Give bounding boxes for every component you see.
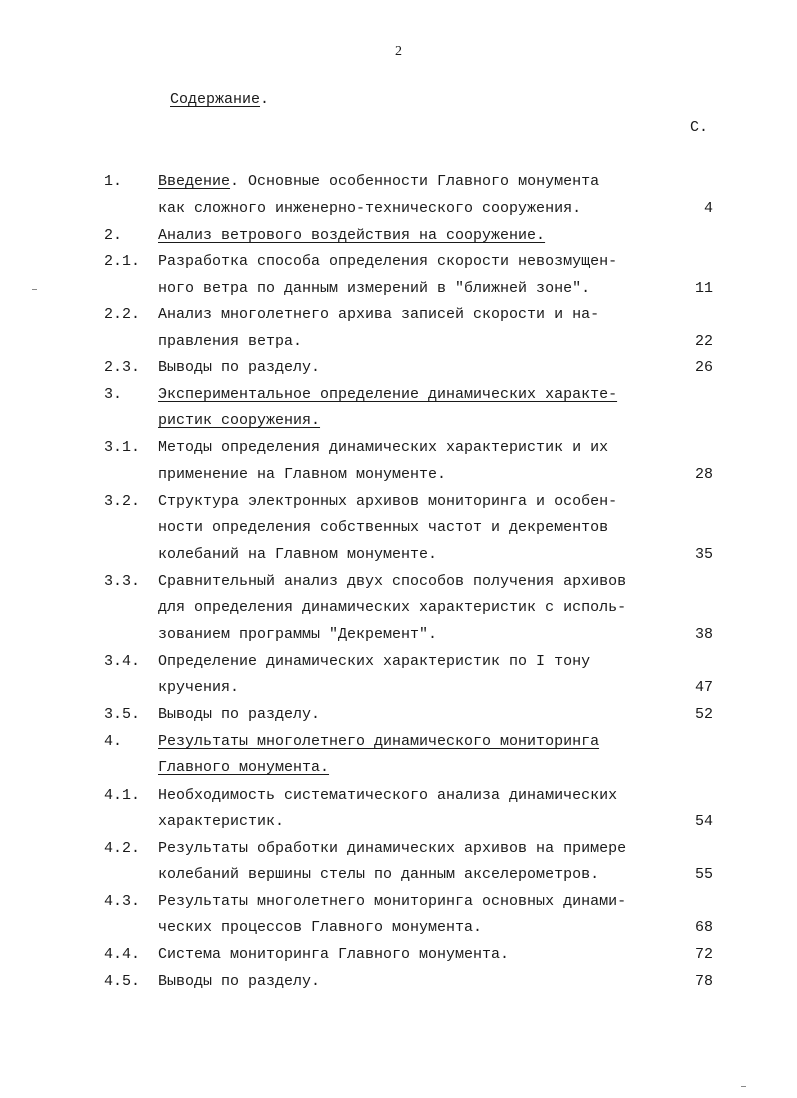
toc-line-body: ческих процессов Главного монумента. bbox=[158, 919, 483, 936]
toc-line bbox=[0, 971, 797, 993]
toc-line-text bbox=[158, 517, 608, 539]
toc-line-body: применение на Главном монументе. bbox=[158, 466, 447, 483]
toc-line-page: 35 bbox=[694, 546, 713, 563]
toc-line bbox=[0, 278, 797, 300]
toc-line-number: 3.3. bbox=[104, 573, 141, 590]
page-column-header: С. bbox=[690, 119, 709, 136]
toc-line-heading: Анализ ветрового воздействия на сооружение. bbox=[158, 227, 546, 244]
toc-line-number: 2.2. bbox=[104, 306, 141, 323]
toc-line-number: 2.1. bbox=[104, 253, 141, 270]
toc-line-body: Результаты обработки динамических архивов на примере bbox=[158, 840, 627, 857]
toc-line-number: 3. bbox=[104, 386, 123, 403]
toc-line-number: 3.1. bbox=[104, 439, 141, 456]
toc-line-body: Определение динамических характеристик по I тону bbox=[158, 653, 591, 670]
toc-line-body: Анализ многолетнего архива записей скорости и на- bbox=[158, 306, 600, 323]
toc-line-body: Выводы по разделу. bbox=[158, 706, 321, 723]
toc-line-text bbox=[158, 464, 446, 486]
toc-line-page: 22 bbox=[694, 333, 713, 350]
toc-line-page: 72 bbox=[694, 946, 713, 963]
toc-line bbox=[0, 597, 797, 619]
toc-line bbox=[0, 944, 797, 966]
toc-line-body: колебаний вершины стелы по данным акселерометров. bbox=[158, 866, 600, 883]
toc-line-number: 3.4. bbox=[104, 653, 141, 670]
toc-line-text bbox=[158, 944, 509, 966]
toc-line-body: Структура электронных архивов мониторинга и особен- bbox=[158, 493, 618, 510]
toc-line bbox=[0, 624, 797, 646]
toc-line-body: . Основные особенности Главного монумента bbox=[230, 173, 600, 190]
toc-line bbox=[0, 198, 797, 220]
toc-line-text bbox=[158, 677, 239, 699]
toc-line bbox=[0, 544, 797, 566]
toc-line-text bbox=[158, 304, 599, 326]
toc-line bbox=[0, 917, 797, 939]
toc-line-text bbox=[158, 171, 599, 193]
toc-line-body: Результаты многолетнего мониторинга основных динами- bbox=[158, 893, 627, 910]
toc-line-body: Сравнительный анализ двух способов получения архивов bbox=[158, 573, 627, 590]
toc-line-heading: Главного монумента. bbox=[158, 759, 330, 776]
page-number: 2 bbox=[395, 44, 402, 59]
toc-line-heading: Результаты многолетнего динамического мониторинга bbox=[158, 733, 600, 750]
toc-line bbox=[0, 838, 797, 860]
toc-line-text bbox=[158, 811, 284, 833]
toc-line-text bbox=[158, 917, 482, 939]
toc-line bbox=[0, 811, 797, 833]
toc-line-number: 4.5. bbox=[104, 973, 141, 990]
toc-line bbox=[0, 491, 797, 513]
toc-line-number: 3.5. bbox=[104, 706, 141, 723]
toc-line-number: 4.1. bbox=[104, 787, 141, 804]
toc-title-suffix: . bbox=[260, 91, 270, 108]
toc-line bbox=[0, 757, 797, 779]
toc-line bbox=[0, 864, 797, 886]
toc-line-body: Методы определения динамических характеристик и их bbox=[158, 439, 609, 456]
toc-line bbox=[0, 677, 797, 699]
toc-line-body: Необходимость систематического анализа динамических bbox=[158, 787, 618, 804]
scan-mark bbox=[741, 1086, 746, 1087]
toc-title-text: Содержание bbox=[170, 91, 261, 108]
toc-line-text bbox=[158, 225, 545, 247]
toc-line-number: 4. bbox=[104, 733, 123, 750]
toc-line-number: 4.3. bbox=[104, 893, 141, 910]
toc-line-page: 78 bbox=[694, 973, 713, 990]
scan-mark bbox=[32, 289, 37, 290]
toc-line-page: 52 bbox=[694, 706, 713, 723]
toc-line bbox=[0, 410, 797, 432]
toc-line bbox=[0, 171, 797, 193]
toc-line-text bbox=[158, 278, 590, 300]
toc-line-text bbox=[158, 651, 590, 673]
toc-line-heading: Введение bbox=[158, 173, 231, 190]
toc-line-body: Система мониторинга Главного монумента. bbox=[158, 946, 510, 963]
toc-line-page: 28 bbox=[694, 466, 713, 483]
toc-line-body: характеристик. bbox=[158, 813, 285, 830]
toc-line-text bbox=[158, 731, 599, 753]
toc-line bbox=[0, 304, 797, 326]
toc-line-body: колебаний на Главном монументе. bbox=[158, 546, 438, 563]
toc-line-number: 4.2. bbox=[104, 840, 141, 857]
toc-line-text bbox=[158, 597, 626, 619]
toc-line-number: 3.2. bbox=[104, 493, 141, 510]
toc-line-text bbox=[158, 971, 320, 993]
toc-line-text bbox=[158, 891, 626, 913]
toc-line bbox=[0, 785, 797, 807]
toc-line-heading: Экспериментальное определение динамических характе- bbox=[158, 386, 618, 403]
toc-line-number: 2.3. bbox=[104, 359, 141, 376]
toc-line-page: 54 bbox=[694, 813, 713, 830]
toc-line bbox=[0, 384, 797, 406]
toc-line bbox=[0, 251, 797, 273]
toc-line bbox=[0, 357, 797, 379]
toc-line-number: 1. bbox=[104, 173, 123, 190]
toc-line-page: 38 bbox=[694, 626, 713, 643]
toc-line-body: ного ветра по данным измерений в "ближней зоне". bbox=[158, 280, 591, 297]
toc-line-text bbox=[158, 384, 617, 406]
toc-line-page: 55 bbox=[694, 866, 713, 883]
toc-line-page: 4 bbox=[703, 200, 713, 217]
toc-line-body: как сложного инженерно-технического сооружения. bbox=[158, 200, 582, 217]
toc-line bbox=[0, 225, 797, 247]
toc-line-body: зованием программы "Декремент". bbox=[158, 626, 438, 643]
toc-line bbox=[0, 331, 797, 353]
toc-line bbox=[0, 704, 797, 726]
toc-line-number: 2. bbox=[104, 227, 123, 244]
toc-line bbox=[0, 731, 797, 753]
toc-line-page: 11 bbox=[694, 280, 713, 297]
toc-line-body: Разработка способа определения скорости невозмущен- bbox=[158, 253, 618, 270]
toc-line-text bbox=[158, 410, 320, 432]
toc-line bbox=[0, 437, 797, 459]
toc-line-text bbox=[158, 357, 320, 379]
toc-line-number: 4.4. bbox=[104, 946, 141, 963]
toc-line-text bbox=[158, 864, 599, 886]
toc-line-body: ности определения собственных частот и декрементов bbox=[158, 519, 609, 536]
toc-line-text bbox=[158, 785, 617, 807]
toc-line-page: 26 bbox=[694, 359, 713, 376]
toc-line-text bbox=[158, 251, 617, 273]
toc-line-body: кручения. bbox=[158, 679, 240, 696]
toc-line-text bbox=[158, 757, 329, 779]
toc-line-text bbox=[158, 437, 608, 459]
toc-line-text bbox=[158, 704, 320, 726]
toc-line-text bbox=[158, 331, 302, 353]
toc-line-heading: ристик сооружения. bbox=[158, 412, 321, 429]
toc-line-text bbox=[158, 838, 626, 860]
toc-line bbox=[0, 891, 797, 913]
toc-line-body: правления ветра. bbox=[158, 333, 303, 350]
toc-line-text bbox=[158, 624, 437, 646]
toc-line-body: Выводы по разделу. bbox=[158, 973, 321, 990]
toc-line-page: 68 bbox=[694, 919, 713, 936]
toc-line-text bbox=[158, 544, 437, 566]
toc-line-body: Выводы по разделу. bbox=[158, 359, 321, 376]
toc-line bbox=[0, 464, 797, 486]
toc-line-text bbox=[158, 571, 626, 593]
toc-line-text bbox=[158, 198, 581, 220]
toc-line-text bbox=[158, 491, 617, 513]
toc-line-body: для определения динамических характеристик с исполь- bbox=[158, 599, 627, 616]
toc-line bbox=[0, 517, 797, 539]
toc-line bbox=[0, 571, 797, 593]
toc-line bbox=[0, 651, 797, 673]
toc-line-page: 47 bbox=[694, 679, 713, 696]
